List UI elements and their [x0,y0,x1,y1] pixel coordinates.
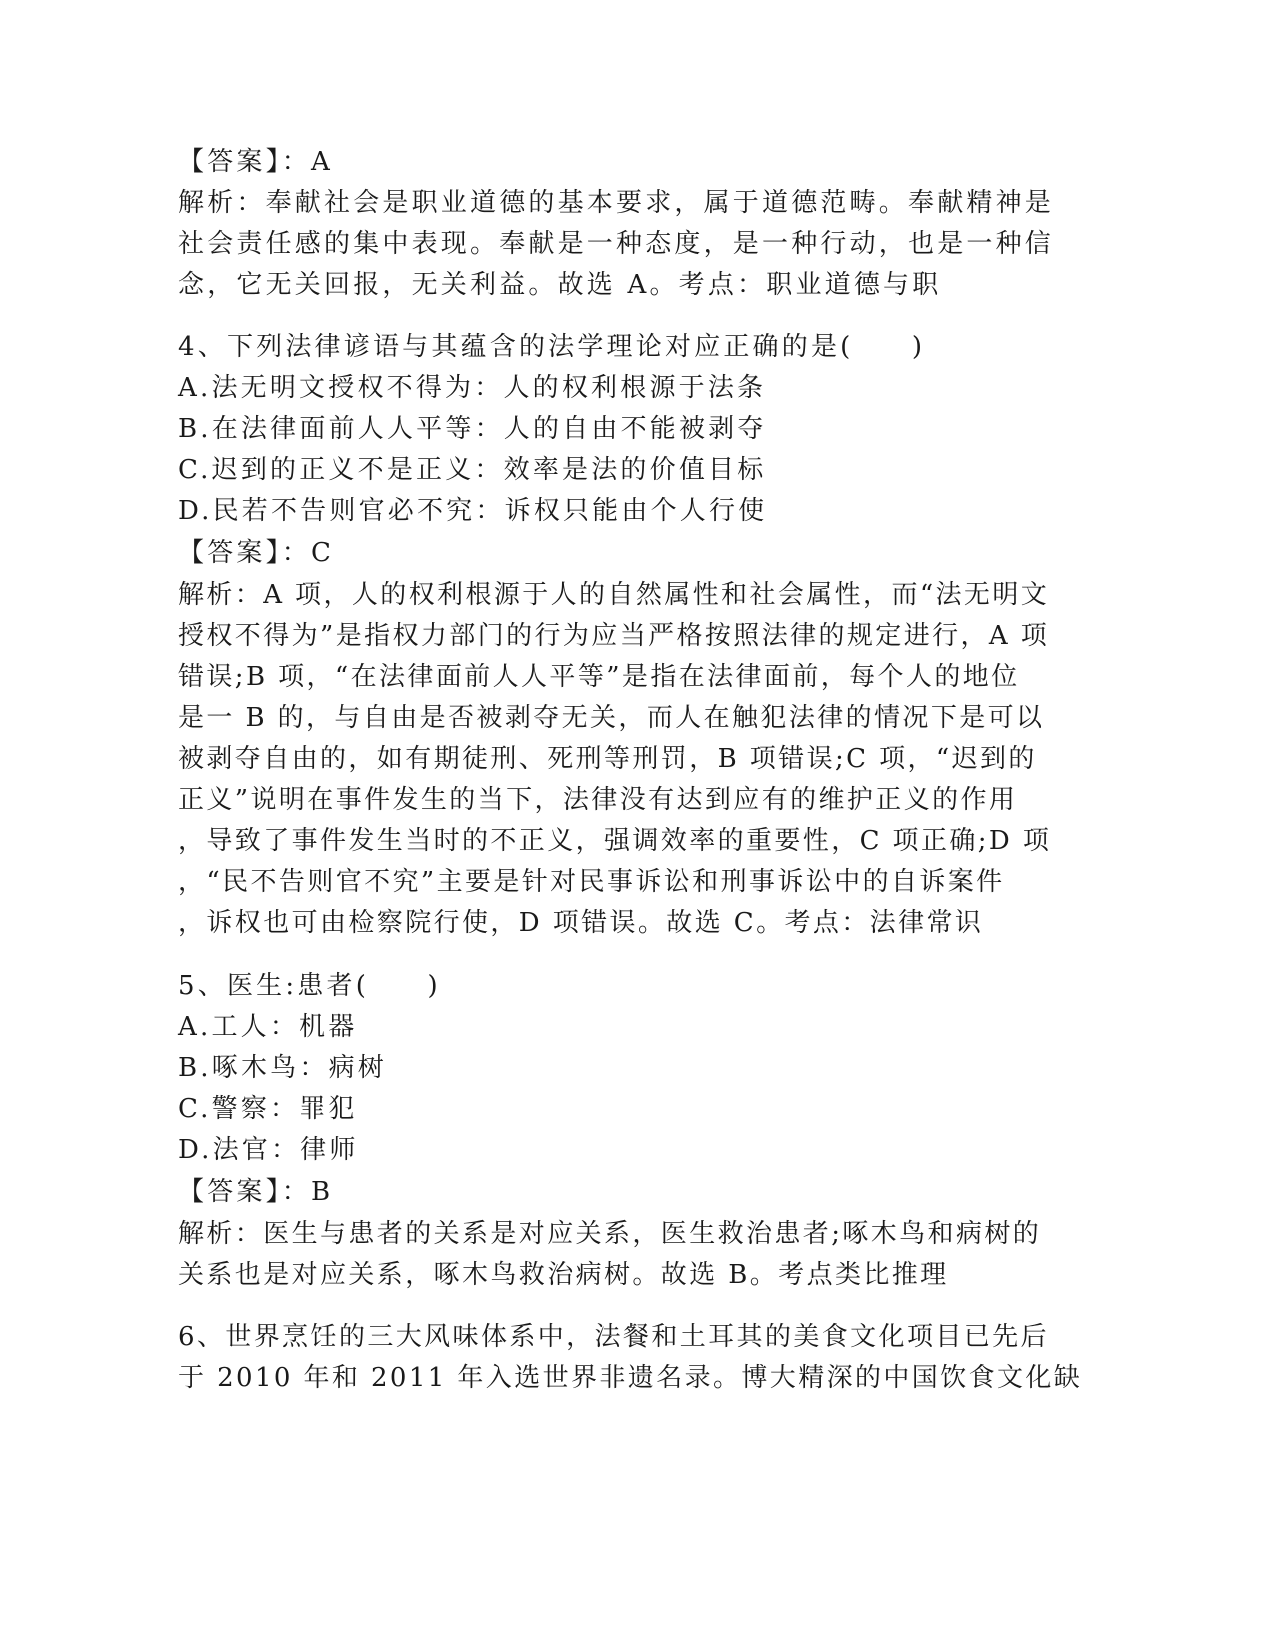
question-5-analysis-line: 解析：医生与患者的关系是对应关系，医生救治患者;啄木鸟和病树的 [178,1219,1042,1249]
question-6-stem-line: 于 2010 年和 2011 年入选世界非遗名录。博大精深的中国饮食文化缺 [178,1363,1083,1393]
question-4-answer: 【答案】：C [178,538,335,568]
question-4-analysis-line: 被剥夺自由的，如有期徒刑、死刑等刑罚，B 项错误;C 项，“迟到的 [178,744,1037,774]
question-5-analysis-line: 关系也是对应关系，啄木鸟救治病树。故选 B。考点类比推理 [178,1260,949,1290]
question-4-analysis-line: ，诉权也可由检察院行使，D 项错误。故选 C。考点：法律常识 [178,908,984,938]
analysis-line: 解析：奉献社会是职业道德的基本要求，属于道德范畴。奉献精神是 [178,188,1055,218]
answer-label: 【答案】：A [178,147,333,177]
question-4-option-b: B.在法律面前人人平等：人的自由不能被剥夺 [178,414,767,444]
question-5-option-c: C.警察：罪犯 [178,1094,358,1124]
question-4-option-a: A.法无明文授权不得为：人的权利根源于法条 [178,373,767,403]
question-4-analysis-line: 是一 B 的，与自由是否被剥夺无关，而人在触犯法律的情况下是可以 [178,703,1045,733]
question-4-analysis-line: 正义”说明在事件发生的当下，法律没有达到应有的维护正义的作用 [178,785,1018,815]
question-5-answer: 【答案】：B [178,1177,334,1207]
question-4-analysis-line: ，“民不告则官不究”主要是针对民事诉讼和刑事诉讼中的自诉案件 [178,867,1005,897]
question-5-stem: 5、医生:患者( ) [178,971,441,1001]
question-5-option-d: D.法官：律师 [178,1135,359,1165]
question-4-stem: 4、下列法律谚语与其蕴含的法学理论对应正确的是( ) [178,332,926,362]
question-4-option-d: D.民若不告则官必不究：诉权只能由个人行使 [178,496,768,526]
question-6-stem-line: 6、世界烹饪的三大风味体系中，法餐和土耳其的美食文化项目已先后 [178,1322,1049,1352]
question-4-analysis-line: 解析：A 项，人的权利根源于人的自然属性和社会属性，而“法无明文 [178,580,1050,610]
question-4-analysis-line: 错误;B 项，“在法律面前人人平等”是指在法律面前，每个人的地位 [178,662,1020,692]
analysis-line: 社会责任感的集中表现。奉献是一种态度，是一种行动，也是一种信 [178,229,1055,259]
question-5-option-b: B.啄木鸟：病树 [178,1053,387,1083]
question-4-analysis-line: ，导致了事件发生当时的不正义，强调效率的重要性，C 项正确;D 项 [178,826,1052,856]
analysis-line: 念，它无关回报，无关利益。故选 A。考点：职业道德与职 [178,270,942,300]
question-5-option-a: A.工人：机器 [178,1012,358,1042]
question-4-analysis-line: 授权不得为”是指权力部门的行为应当严格按照法律的规定进行，A 项 [178,621,1050,651]
question-4-option-c: C.迟到的正义不是正义：效率是法的价值目标 [178,455,767,485]
